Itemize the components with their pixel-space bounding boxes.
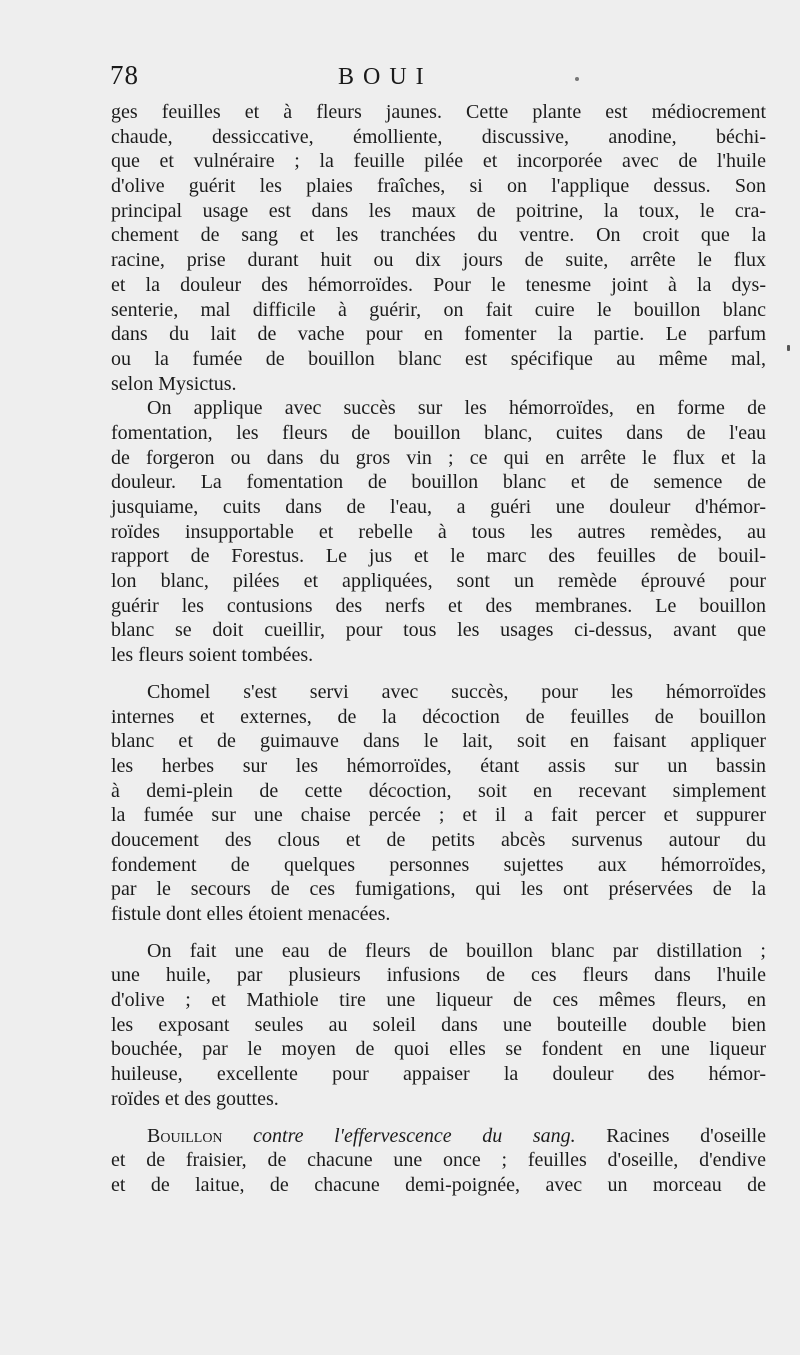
paragraph-gap [111,668,766,680]
text-line: selon Mysictus. [111,372,237,395]
text-line: On applique avec succès sur les hémorroïdes, en forme de [147,397,766,420]
margin-speck [787,345,790,351]
paragraph [111,1124,766,1198]
page-number: 78 [110,60,139,90]
text-line: lon blanc, pilées et appliquées, sont un remède éprouvé pour [111,570,766,593]
text-line: par le secours de ces fumigations, qui les ont préservées de la [111,878,766,901]
text-line: principal usage est dans les maux de poitrine, la toux, le cra- [111,199,766,222]
paragraph-gap [111,1112,766,1124]
text-line: et de fraisier, de chacune une once ; feuilles d'oseille, d'endive [111,1149,766,1172]
text-line: guérir les contusions des nerfs et des membranes. Le bouillon [111,594,766,617]
ink-speck [575,77,579,81]
text-line: roïdes insupportable et rebelle à tous les autres remèdes, au [111,520,766,543]
text-line: d'olive guérit les plaies fraîches, si on l'applique dessus. Son [111,175,766,198]
text-line: racine, prise durant huit ou dix jours de suite, arrête le flux [111,249,766,272]
text-line: ges feuilles et à fleurs jaunes. Cette plante est médiocrement [111,101,766,123]
text-line: fomentation, les fleurs de bouillon blanc, cuites dans de l'eau [111,421,766,444]
text-line: senterie, mal difficile à guérir, on fait cuire le bouillon blanc [111,298,766,321]
text-line: ou la fumée de bouillon blanc est spécifique au même mal, [111,347,766,370]
running-head: BOUI [338,64,433,90]
text-line: à demi-plein de cette décoction, soit en recevant simplement [111,779,766,802]
text-line: douleur. La fomentation de bouillon blanc et de semence de [111,471,766,494]
text-line: huileuse, excellente pour appaiser la douleur des hémor- [111,1063,766,1086]
text-line [111,1124,766,1149]
text-line: rapport de Forestus. Le jus et le marc des feuilles de bouil- [111,545,766,568]
text-line: blanc et de guimauve dans le lait, soit en faisant appliquer [111,730,766,753]
text-line: On fait une eau de fleurs de bouillon blanc par distillation ; [147,939,766,962]
text-line: et de laitue, de chacune demi-poignée, avec un morceau de [111,1173,766,1196]
text-line: chaude, dessiccative, émolliente, discussive, anodine, béchi- [111,125,766,148]
text-line: internes et externes, de la décoction de feuilles de bouillon [111,705,766,728]
recipe-title: Bouillon [147,1124,223,1147]
paragraph [111,680,766,927]
text-line: les herbes sur les hémorroïdes, étant assis sur un bassin [111,754,766,777]
text-line: jusquiame, cuits dans de l'eau, a guéri une douleur d'hémor- [111,496,766,518]
text-line: de forgeron ou dans du gros vin ; ce qui en arrête le flux et la [111,446,766,469]
text-line: roïdes et des gouttes. [111,1087,279,1110]
text-line: bouchée, par le moyen de quoi elles se fondent en une liqueur [111,1038,766,1061]
text-line: la fumée sur une chaise percée ; et il a fait percer et suppurer [111,804,766,827]
paragraph [111,939,766,1112]
paragraph [111,100,766,396]
text-line: que et vulnéraire ; la feuille pilée et incorporée avec de l'huile [111,150,766,173]
text-line: dans du lait de vache pour en fomenter la partie. Le parfum [111,323,766,346]
page-header [108,60,768,100]
recipe-text: Racines d'oseille [606,1124,766,1147]
body-text [111,100,766,1198]
paragraph [111,396,766,668]
text-line: doucement des clous et de petits abcès survenus autour du [111,828,766,851]
text-line: blanc se doit cueillir, pour tous les usages ci-dessus, avant que [111,619,766,642]
text-line: fistule dont elles étoient menacées. [111,903,391,925]
paragraph-gap [111,927,766,939]
text-line: chement de sang et les tranchées du ventre. On croit que la [111,224,766,247]
text-line: une huile, par plusieurs infusions de ces fleurs dans l'huile [111,964,766,987]
recipe-subtitle: contre l'effervescence du sang. [253,1124,576,1147]
text-line: fondement de quelques personnes sujettes aux hémorroïdes, [111,853,766,876]
text-line: les fleurs soient tombées. [111,644,314,667]
text-line: les exposant seules au soleil dans une bouteille double bien [111,1013,766,1036]
text-line: et la douleur des hémorroïdes. Pour le tenesme joint à la dys- [111,273,766,296]
text-line: d'olive ; et Mathiole tire une liqueur de ces mêmes fleurs, en [111,989,766,1012]
text-line: Chomel s'est servi avec succès, pour les hémorroïdes [147,680,766,703]
